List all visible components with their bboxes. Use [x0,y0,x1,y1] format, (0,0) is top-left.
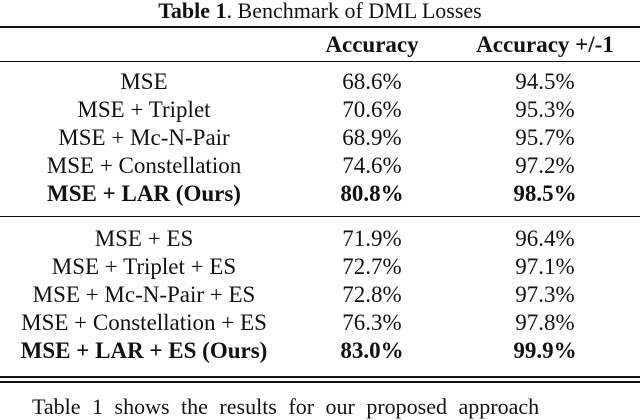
table-top-rule [0,26,640,28]
row-accuracy: 72.8% [342,282,402,307]
row-accuracy: 80.8% [340,181,404,206]
row-accuracy: 76.3% [342,310,402,335]
row-accuracy: 72.7% [342,254,402,279]
table-group-rule [0,216,640,217]
row-accuracy-pm1: 98.5% [513,181,577,206]
row-accuracy-pm1: 97.2% [515,153,575,178]
table-group-2 [0,225,640,365]
table-caption-label: Table 1 [158,0,227,23]
table-group-1 [0,68,640,208]
row-method: MSE + LAR + ES (Ours) [20,338,268,363]
table-row [0,281,640,309]
table-bottom-rule-2 [0,381,640,383]
body-paragraph: Table 1 shows the results for our proposed approach [32,394,540,419]
row-method: MSE + Constellation + ES [21,310,267,335]
row-accuracy-pm1: 95.3% [515,97,575,122]
header-accuracy: Accuracy [325,32,419,57]
row-method: MSE [120,69,168,94]
table-caption-text: . Benchmark of DML Losses [226,0,482,23]
table-row [0,96,640,124]
header-accuracy-pm1: Accuracy +/-1 [476,32,614,57]
row-accuracy: 83.0% [340,338,404,363]
row-accuracy-pm1: 97.3% [515,282,575,307]
row-accuracy-pm1: 94.5% [515,69,575,94]
row-method: MSE + ES [94,226,194,251]
row-accuracy-pm1: 95.7% [515,125,575,150]
table-row [0,309,640,337]
row-accuracy: 68.9% [342,125,402,150]
row-accuracy: 68.6% [342,69,402,94]
table-header-row [0,30,640,60]
table-row [0,225,640,253]
row-accuracy-pm1: 99.9% [513,338,577,363]
table-caption [0,0,640,24]
table-bottom-rule-1 [0,376,640,378]
table-row [0,124,640,152]
row-method: MSE + Constellation [46,153,242,178]
table-row [0,68,640,96]
table-row-highlight [0,337,640,365]
row-accuracy-pm1: 97.1% [515,254,575,279]
row-accuracy-pm1: 97.8% [515,310,575,335]
row-accuracy-pm1: 96.4% [515,226,575,251]
table-row [0,253,640,281]
row-method: MSE + Mc-N-Pair [58,125,230,150]
table-row-highlight [0,180,640,208]
table-row [0,152,640,180]
row-method: MSE + Triplet [77,97,211,122]
row-method: MSE + Triplet + ES [51,254,237,279]
table-header-rule [0,61,640,62]
row-accuracy: 71.9% [342,226,402,251]
row-method: MSE + LAR (Ours) [47,181,241,206]
row-accuracy: 74.6% [342,153,402,178]
row-method: MSE + Mc-N-Pair + ES [32,282,256,307]
row-accuracy: 70.6% [342,97,402,122]
